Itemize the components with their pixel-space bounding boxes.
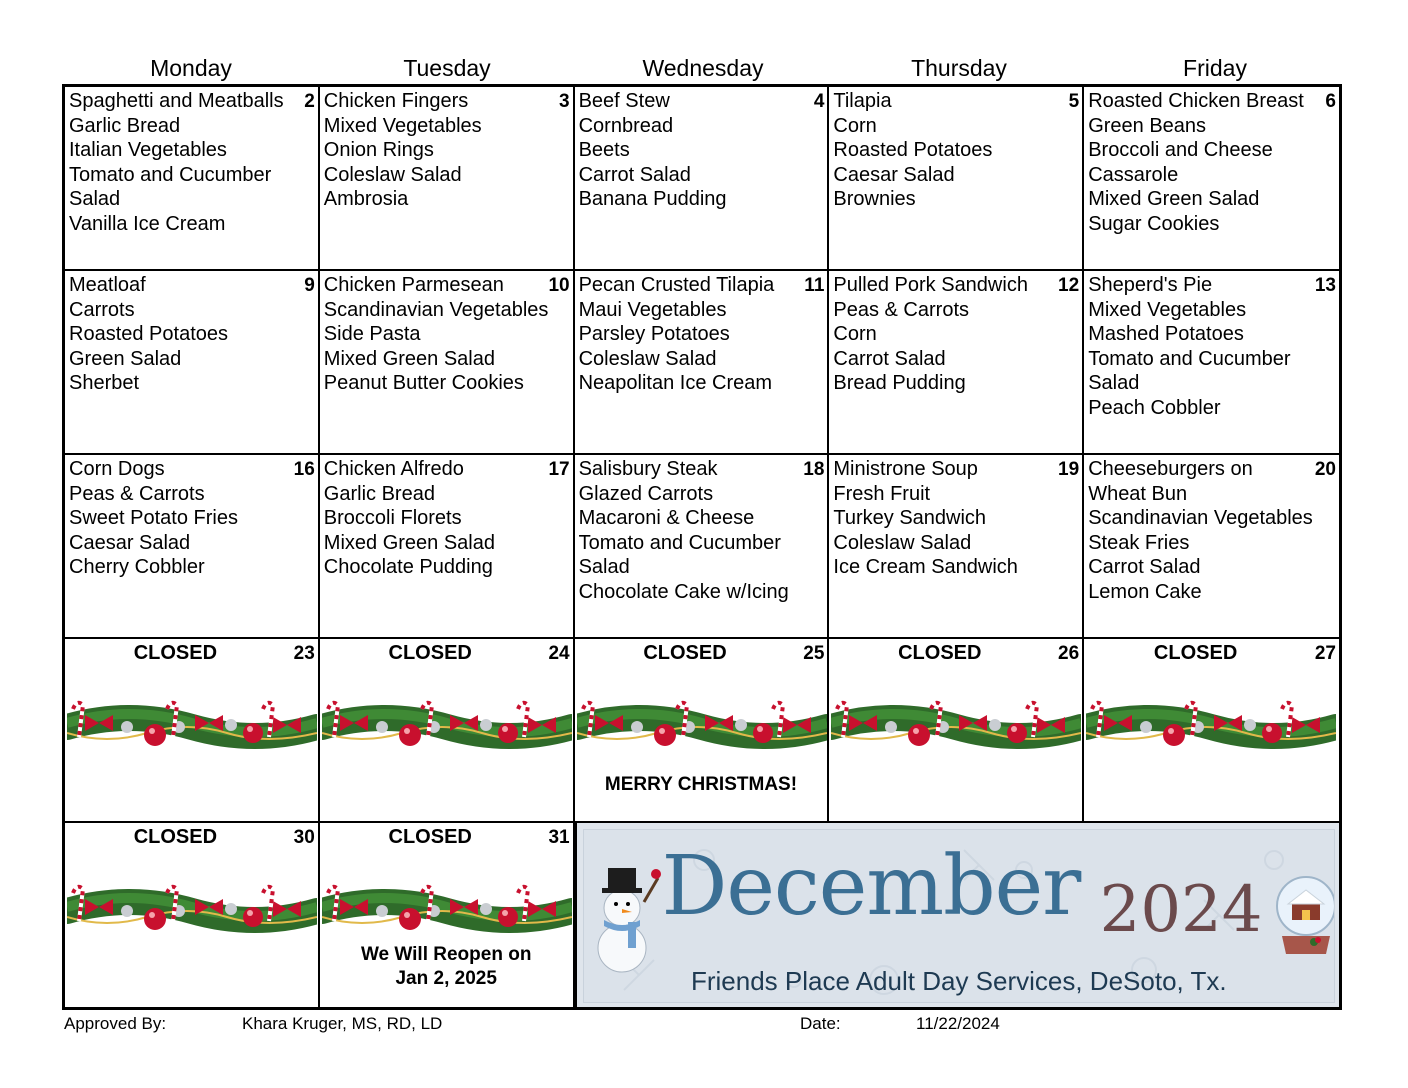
menu-item: Garlic Bread [323,482,435,505]
menu-item: Ambrosia [323,188,409,211]
menu-item: Caesar Salad [833,163,955,186]
day-cell [65,271,320,455]
day-wednesday: Wednesday [642,55,764,81]
snowman-icon [586,858,664,974]
day-number: 2 [304,91,315,112]
closed-day-cell [320,823,575,1007]
approval-footer [0,1013,1408,1035]
menu-item: Coleslaw Salad [578,347,717,370]
menu-item: Cherry Cobbler [69,556,205,579]
day-number: 12 [1058,275,1080,296]
garland-decoration [831,693,1081,755]
menu-item: Italian Vegetables [69,139,227,162]
closed-label: CLOSED [388,642,472,664]
menu-item: Mixed Green Salad [323,347,495,370]
menu-list [324,89,569,212]
closed-day-cell [575,639,830,823]
garland-decoration [577,693,827,755]
menu-list [579,457,824,605]
menu-item: Chicken Fingers [323,90,469,112]
garland-decoration [67,877,317,939]
day-cell [575,271,830,455]
menu-list [69,457,314,580]
menu-item: Chocolate Cake w/Icing [578,580,789,603]
day-number: 24 [548,643,570,664]
closed-day-cell [320,639,575,823]
menu-item: Ministrone Soup [833,458,978,480]
menu-item: Roasted Potatoes [833,139,993,162]
menu-item: Lemon Cake [1088,580,1202,603]
day-number: 9 [304,275,315,296]
menu-item: Peas & Carrots [69,482,205,505]
approval-date: 11/22/2024 [916,1014,1000,1033]
day-cell [65,455,320,639]
day-tuesday: Tuesday [403,55,491,81]
closed-day-cell [829,639,1084,823]
day-number: 31 [548,827,570,848]
day-number: 16 [293,459,315,480]
weekday-header [63,52,1343,84]
menu-item: Sheperd's Pie [1088,274,1213,296]
menu-item: Sweet Potato Fries [69,507,238,530]
menu-item: Mixed Green Salad [323,531,495,554]
menu-item: Corn Dogs [69,458,165,480]
banner-background [583,829,1335,1003]
garland-decoration [322,693,572,755]
day-cell [1084,271,1339,455]
menu-item: Tomato and Cucumber Salad [69,163,272,211]
menu-item: Pecan Crusted Tilapia [578,274,775,296]
day-number: 18 [803,459,825,480]
menu-item: Coleslaw Salad [833,531,972,554]
day-cell [320,455,575,639]
menu-list [579,273,824,396]
menu-item: Corn [833,323,877,346]
day-cell [829,455,1084,639]
day-number: 27 [1314,643,1336,664]
closed-label: CLOSED [643,642,727,664]
menu-item: Banana Pudding [578,188,727,211]
menu-item: Glazed Carrots [578,482,714,505]
day-cell [1084,87,1339,271]
menu-item: Roasted Chicken Breast [1088,90,1304,112]
approver-name: Khara Kruger, MS, RD, LD [242,1014,443,1033]
day-number: 10 [548,275,570,296]
month-title: December [661,839,1081,934]
approved-by-label: Approved By: [64,1014,167,1033]
menu-list [69,273,314,396]
menu-item: Scandinavian Vegetables [323,298,549,321]
menu-list [324,457,569,580]
menu-item: Brownies [833,188,916,211]
menu-list [833,457,1078,580]
menu-item: Scandinavian Vegetables [1088,507,1313,530]
menu-item: Pulled Pork Sandwich [833,274,1028,296]
year-title: 2024 [1099,873,1263,947]
day-number: 20 [1314,459,1336,480]
menu-list [324,273,569,396]
day-cell [320,87,575,271]
day-number: 17 [548,459,570,480]
day-monday: Monday [150,55,232,81]
menu-list [833,89,1078,212]
menu-item: Meatloaf [69,274,146,296]
day-friday: Friday [1183,55,1247,81]
menu-item: Mashed Potatoes [1088,323,1244,346]
closed-label: CLOSED [388,826,472,848]
menu-item: Carrot Salad [833,347,946,370]
closed-day-cell [65,823,320,1007]
closed-label: CLOSED [133,826,218,848]
day-number: 5 [1068,91,1080,112]
day-number: 13 [1314,275,1336,296]
menu-item: Mixed Vegetables [323,114,482,137]
day-cell [1084,455,1339,639]
day-number: 3 [559,91,570,112]
menu-item: Turkey Sandwich [833,507,987,530]
menu-item: Carrot Salad [1088,556,1201,579]
menu-list [833,273,1078,396]
garland-decoration [1086,693,1336,755]
menu-item: Caesar Salad [69,531,191,554]
menu-item: Onion Rings [323,139,434,162]
menu-item: Sugar Cookies [1088,212,1220,235]
day-number: 26 [1058,643,1080,664]
menu-item: Broccoli Florets [323,507,462,530]
menu-item: Carrot Salad [578,163,691,186]
menu-item: Ice Cream Sandwich [833,556,1018,579]
menu-item: Garlic Bread [69,114,181,137]
menu-item: Tomato and Cucumber Salad [578,531,781,579]
menu-list [69,89,314,237]
garland-decoration [67,693,317,755]
month-banner [575,823,1339,1007]
organization-subtitle: Friends Place Adult Day Services, DeSoto, Tx. [690,966,1227,996]
day-number: 19 [1058,459,1080,480]
menu-list [1088,457,1335,605]
day-cell [575,87,830,271]
menu-list [1088,89,1335,237]
menu-item: Bread Pudding [833,372,966,395]
menu-item: Sherbet [69,372,140,395]
day-number: 11 [804,275,825,296]
menu-item: Corn [833,114,877,137]
day-cell [575,455,830,639]
date-label: Date: [800,1014,841,1033]
menu-item: Beets [578,139,630,162]
menu-item: Green Salad [69,347,182,370]
garland-decoration [322,877,572,939]
menu-item: Roasted Potatoes [69,323,228,346]
closed-label: CLOSED [1153,642,1238,664]
snow-globe-icon [1274,874,1335,958]
day-number: 25 [803,643,825,664]
menu-list [1088,273,1335,421]
calendar-grid [62,84,1342,1010]
menu-item: Coleslaw Salad [323,163,462,186]
day-cell [320,271,575,455]
menu-item: Maui Vegetables [578,298,727,321]
menu-item: Peas & Carrots [833,298,969,321]
menu-item: Mixed Vegetables [1088,298,1247,321]
menu-item: Tomato and Cucumber Salad [1088,347,1291,395]
menu-item: Salisbury Steak [578,458,718,480]
menu-item: Parsley Potatoes [578,323,730,346]
day-number: 6 [1325,91,1336,112]
holiday-note: MERRY CHRISTMAS! [604,774,798,795]
day-cell [65,87,320,271]
day-cell [829,87,1084,271]
menu-item: Chicken Alfredo [323,458,464,480]
reopen-note: We Will Reopen on Jan 2, 2025 [360,944,532,989]
menu-list [579,89,824,212]
menu-item: Spaghetti and Meatballs [69,90,284,112]
menu-item: Neapolitan Ice Cream [578,372,773,395]
menu-item: Tilapia [833,90,892,112]
menu-item: Chocolate Pudding [323,556,493,579]
menu-item: Steak Fries [1088,531,1190,554]
closed-label: CLOSED [133,642,218,664]
menu-item: Chicken Parmesean [323,274,504,296]
menu-item: Beef Stew [578,90,670,112]
menu-item: Vanilla Ice Cream [69,212,226,235]
day-number: 23 [293,643,315,664]
menu-item: Fresh Fruit [833,482,931,505]
closed-day-cell [1084,639,1339,823]
closed-label: CLOSED [898,642,982,664]
menu-item: Broccoli and Cheese Cassarole [1088,139,1273,186]
menu-item: Cheeseburgers on Wheat Bun [1088,458,1253,505]
menu-item: Green Beans [1088,114,1207,137]
day-cell [829,271,1084,455]
closed-day-cell [65,639,320,823]
menu-item: Peach Cobbler [1088,396,1221,419]
day-number: 4 [813,91,825,112]
menu-item: Carrots [69,298,135,321]
menu-item: Macaroni & Cheese [578,507,755,530]
menu-item: Cornbread [578,114,674,137]
day-number: 30 [293,827,315,848]
day-thursday: Thursday [911,55,1007,81]
menu-item: Peanut Butter Cookies [323,372,524,395]
menu-item: Mixed Green Salad [1088,188,1260,211]
menu-item: Side Pasta [323,323,421,346]
